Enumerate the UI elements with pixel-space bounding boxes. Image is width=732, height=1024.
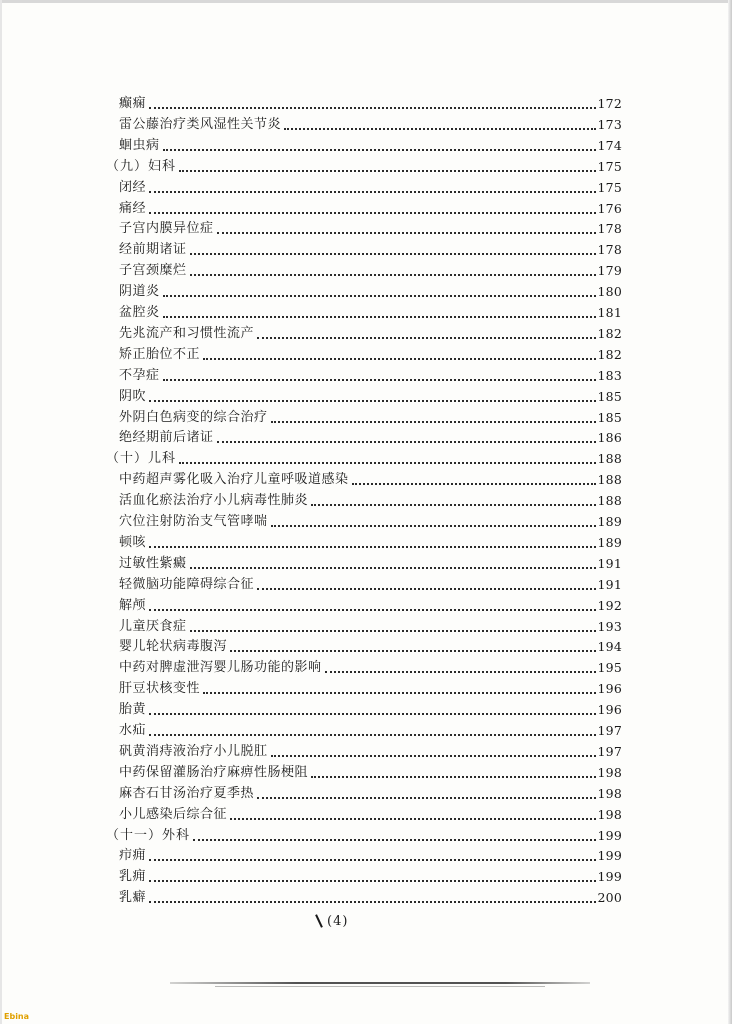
toc-entry-page: 181 bbox=[597, 305, 622, 320]
toc-entry-page: 199 bbox=[597, 869, 622, 885]
dot-leader bbox=[271, 525, 596, 527]
dot-leader bbox=[190, 253, 596, 255]
dot-leader bbox=[149, 609, 596, 611]
toc-entry-page: 183 bbox=[597, 367, 622, 383]
toc-section-heading bbox=[106, 155, 622, 175]
toc-entry-title: 中药对脾虚泄泻婴儿肠功能的影响 bbox=[119, 660, 322, 676]
toc-entry-title: 过敏性紫癜 bbox=[119, 555, 187, 571]
dot-leader bbox=[352, 483, 596, 485]
dot-leader bbox=[257, 797, 596, 799]
toc-entry bbox=[119, 615, 622, 635]
toc-entry-title: 解颅 bbox=[119, 597, 147, 613]
bottom-rule bbox=[170, 982, 590, 984]
toc-entry bbox=[119, 865, 622, 885]
toc-entry-page: 199 bbox=[597, 848, 622, 864]
toc-entry bbox=[119, 510, 622, 530]
toc-entry-page: 191 bbox=[597, 555, 622, 571]
toc-entry bbox=[119, 301, 622, 321]
toc-entry bbox=[119, 238, 622, 258]
dot-leader bbox=[230, 818, 596, 820]
dot-leader bbox=[190, 567, 596, 569]
toc-entry bbox=[119, 782, 622, 802]
toc-entry-title: 不孕症 bbox=[119, 367, 160, 383]
toc-entry bbox=[119, 698, 622, 718]
toc-entry bbox=[119, 322, 622, 342]
dot-leader bbox=[190, 274, 596, 276]
dot-leader bbox=[163, 149, 596, 151]
bottom-rule-faint bbox=[215, 986, 545, 987]
toc-entry bbox=[119, 886, 622, 906]
toc-entry-page: 185 bbox=[597, 388, 622, 404]
toc-entry bbox=[119, 740, 622, 760]
dot-leader bbox=[284, 128, 596, 130]
toc-entry-title: 儿童厌食症 bbox=[119, 618, 187, 634]
toc-entry bbox=[119, 197, 622, 217]
toc-entry-title: 阴道炎 bbox=[119, 284, 160, 300]
toc-entry-page: 188 bbox=[597, 451, 622, 467]
dot-leader bbox=[149, 901, 596, 903]
toc-entry-title: 外阴白色病变的综合治疗 bbox=[119, 409, 268, 425]
dot-leader bbox=[149, 713, 596, 715]
toc-entry-page: 180 bbox=[597, 284, 622, 300]
toc-entry-page: 182 bbox=[597, 325, 622, 341]
toc-entry bbox=[119, 719, 622, 739]
toc-entry bbox=[119, 803, 622, 823]
toc-entry bbox=[119, 531, 622, 551]
dot-leader bbox=[149, 734, 596, 736]
toc-entry-page: 197 bbox=[597, 743, 622, 759]
toc-entry-page: 195 bbox=[597, 660, 622, 676]
toc-entry-title: 轻微脑功能障碍综合征 bbox=[119, 576, 255, 592]
toc-entry-page: 174 bbox=[597, 137, 622, 153]
dot-leader bbox=[217, 441, 596, 443]
toc-entry-title: 雷公藤治疗类风湿性关节炎 bbox=[119, 116, 282, 132]
dot-leader bbox=[257, 337, 596, 339]
toc-entry bbox=[119, 134, 622, 154]
toc-entry-title: 肝豆状核变性 bbox=[119, 681, 201, 697]
toc-entry-page: 198 bbox=[597, 764, 622, 780]
toc-entry-page: 182 bbox=[597, 346, 622, 362]
toc-entry-page: 188 bbox=[597, 472, 622, 488]
dot-leader bbox=[203, 692, 596, 694]
dot-leader bbox=[149, 191, 596, 193]
toc-entry bbox=[119, 844, 622, 864]
toc-entry-page: 189 bbox=[597, 534, 622, 550]
dot-leader bbox=[149, 400, 596, 402]
toc-entry-title: 小儿感染后综合征 bbox=[119, 806, 228, 822]
toc-entry-title: 疖痈 bbox=[119, 848, 147, 864]
toc-entry bbox=[119, 552, 622, 572]
toc-section-heading bbox=[106, 447, 622, 467]
toc-entry-page: 192 bbox=[597, 597, 622, 613]
toc-entry-page: 188 bbox=[597, 493, 622, 509]
dot-leader bbox=[163, 295, 596, 297]
toc-entry bbox=[119, 468, 622, 488]
toc-entry-page: 191 bbox=[597, 576, 622, 592]
toc-entry-title: 子宫颈糜烂 bbox=[119, 263, 187, 279]
toc-entry-title: （十）儿科 bbox=[106, 451, 177, 467]
toc-entry-title: 乳痈 bbox=[119, 869, 147, 885]
toc-entry bbox=[119, 635, 622, 655]
toc-entry-title: 痛经 bbox=[119, 200, 147, 216]
toc-entry bbox=[119, 656, 622, 676]
toc-entry bbox=[119, 343, 622, 363]
toc-entry bbox=[119, 406, 622, 426]
dot-leader bbox=[179, 462, 596, 464]
toc-entry bbox=[119, 385, 622, 405]
toc-entry-page: 198 bbox=[597, 806, 622, 822]
dot-leader bbox=[217, 232, 596, 234]
toc-entry-page: 175 bbox=[597, 179, 622, 195]
toc-entry-page: 200 bbox=[597, 890, 622, 906]
dot-leader bbox=[311, 776, 596, 778]
toc-entry bbox=[119, 573, 622, 593]
toc-entry-title: 盆腔炎 bbox=[119, 305, 160, 320]
toc-entry-title: 子宫内膜异位症 bbox=[119, 221, 214, 237]
toc-entry bbox=[119, 364, 622, 384]
dot-leader bbox=[190, 630, 596, 632]
toc-entry bbox=[119, 280, 622, 300]
toc-entry bbox=[119, 217, 622, 237]
toc-entry-title: 先兆流产和习惯性流产 bbox=[119, 325, 255, 341]
toc-entry-page: 175 bbox=[597, 158, 622, 174]
toc-entry-title: 矾黄消痔液治疗小儿脱肛 bbox=[119, 743, 268, 759]
dot-leader bbox=[257, 588, 596, 590]
toc-entry bbox=[119, 113, 622, 133]
toc-entry-title: 乳癖 bbox=[119, 890, 147, 906]
toc-entry bbox=[119, 761, 622, 781]
toc-entry-page: 198 bbox=[597, 785, 622, 801]
dot-leader bbox=[149, 107, 596, 109]
toc-entry-title: 婴儿轮状病毒腹泻 bbox=[119, 639, 228, 655]
page-number: (4) bbox=[327, 914, 349, 929]
dot-leader bbox=[163, 379, 596, 381]
toc-entry bbox=[119, 677, 622, 697]
toc-entry-title: 中药超声雾化吸入治疗儿童呼吸道感染 bbox=[119, 472, 349, 488]
toc-entry-title: 经前期诸证 bbox=[119, 242, 187, 258]
toc-entry-title: 活血化瘀法治疗小儿病毒性肺炎 bbox=[119, 493, 309, 509]
toc-entry-title: 胎黄 bbox=[119, 702, 147, 718]
toc-entry-page: 178 bbox=[597, 221, 622, 237]
toc-entry-page: 189 bbox=[597, 514, 622, 529]
toc-entry-page: 186 bbox=[597, 430, 622, 446]
dot-leader bbox=[325, 671, 596, 673]
dot-leader bbox=[149, 212, 596, 214]
toc-entry-title: （九）妇科 bbox=[106, 158, 177, 174]
toc-entry-title: 绝经期前后诸证 bbox=[119, 430, 214, 446]
toc-entry-page: 196 bbox=[597, 702, 622, 718]
toc-entry-title: 矫正胎位不正 bbox=[119, 346, 201, 362]
toc-entry-title: 阴吹 bbox=[119, 388, 147, 404]
toc-entry-title: 蛔虫病 bbox=[119, 137, 160, 153]
dot-leader bbox=[230, 650, 596, 652]
toc-entry bbox=[119, 92, 622, 112]
toc-entry-page: 178 bbox=[597, 242, 622, 258]
toc-entry-page: 176 bbox=[597, 200, 622, 216]
toc-entry-title: 穴位注射防治支气管哮喘 bbox=[119, 514, 268, 529]
dot-leader bbox=[149, 880, 596, 882]
toc-entry-title: 顿咳 bbox=[119, 534, 147, 550]
toc-entry-page: 172 bbox=[597, 96, 622, 111]
toc-entry bbox=[119, 176, 622, 196]
toc-entry-title: 癫痫 bbox=[119, 96, 147, 111]
watermark-logo: Ebina bbox=[4, 1012, 30, 1021]
toc-entry-title: 水疝 bbox=[119, 723, 147, 738]
dot-leader bbox=[271, 755, 596, 757]
dot-leader bbox=[193, 839, 596, 841]
toc-entry-page: 199 bbox=[597, 827, 622, 843]
toc-entry-page: 194 bbox=[597, 639, 622, 655]
toc-entry-title: 中药保留灌肠治疗麻痹性肠梗阻 bbox=[119, 764, 309, 780]
toc-entry-title: （十一）外科 bbox=[106, 827, 191, 843]
toc-entry bbox=[119, 594, 622, 614]
dot-leader bbox=[271, 421, 596, 423]
dot-leader bbox=[311, 504, 596, 506]
toc-entry-title: 麻杏石甘汤治疗夏季热 bbox=[119, 785, 255, 801]
toc-entry bbox=[119, 426, 622, 446]
dot-leader bbox=[179, 170, 596, 172]
toc-entry-page: 193 bbox=[597, 618, 622, 634]
toc-entry bbox=[119, 259, 622, 279]
toc-entry-page: 173 bbox=[597, 116, 622, 132]
dot-leader bbox=[163, 316, 596, 318]
toc-entry-page: 196 bbox=[597, 681, 622, 697]
toc-entry-page: 185 bbox=[597, 409, 622, 425]
toc-entry-page: 179 bbox=[597, 263, 622, 279]
dot-leader bbox=[203, 358, 596, 360]
dot-leader bbox=[149, 546, 596, 548]
toc-entry-title: 闭经 bbox=[119, 179, 147, 195]
toc-entry bbox=[119, 489, 622, 509]
toc-entry-page: 197 bbox=[597, 723, 622, 738]
toc-section-heading bbox=[106, 824, 622, 844]
dot-leader bbox=[149, 859, 596, 861]
